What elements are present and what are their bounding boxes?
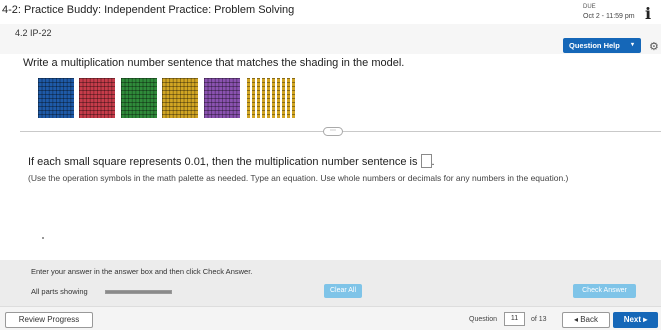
tenth-rod [287, 78, 290, 118]
review-progress-button[interactable]: Review Progress [5, 312, 93, 328]
decorative-dot [42, 237, 44, 239]
question-total: of 13 [531, 316, 547, 323]
header [0, 0, 661, 24]
gear-icon[interactable]: ⚙ [649, 41, 659, 53]
due-label: DUE [583, 4, 596, 10]
info-icon[interactable]: i [645, 4, 652, 23]
tenth-rod [257, 78, 260, 118]
chevron-down-icon: ▾ [630, 42, 634, 48]
question-part-2-end: . [431, 156, 435, 168]
answer-status-area [0, 260, 661, 306]
tenth-rod [277, 78, 280, 118]
check-answer-button[interactable]: Check Answer [573, 284, 636, 298]
tenth-rod [267, 78, 270, 118]
answer-instructions: (Use the operation symbols in the math palette as needed. Type an equation. Use whole numbers or decimals for any numbers in the equation.) [28, 173, 569, 183]
hundred-square [79, 78, 115, 118]
hundred-square [121, 78, 157, 118]
footer-nav [0, 306, 661, 330]
problem-id: 4.2 IP-22 [15, 28, 52, 38]
clear-all-button[interactable]: Clear All [324, 284, 362, 298]
question-number-input[interactable]: 11 [504, 312, 525, 326]
tenth-rod [282, 78, 285, 118]
due-date: Oct 2 - 11:59 pm [583, 13, 635, 20]
question-toolbar [0, 24, 661, 54]
question-help-button[interactable] [563, 38, 641, 53]
enter-answer-text: Enter your answer in the answer box and then click Check Answer. [31, 267, 253, 276]
tenth-rod [272, 78, 275, 118]
back-button[interactable]: ◂ Back [562, 312, 610, 328]
decimal-model [38, 78, 268, 118]
parts-showing-text: All parts showing [31, 287, 88, 296]
hundred-square [204, 78, 240, 118]
question-label: Question [469, 316, 498, 323]
tenth-rod [292, 78, 295, 118]
answer-input[interactable] [421, 154, 432, 168]
more-icon[interactable]: ⋯ [323, 127, 343, 136]
question-prompt: Write a multiplication number sentence that matches the shading in the model. [23, 57, 405, 69]
parts-progress-bar [105, 290, 172, 294]
tenth-rod [247, 78, 250, 118]
question-part-2-text: If each small square represents 0.01, then the multiplication number sentence is [28, 156, 418, 168]
hundred-square [162, 78, 198, 118]
next-button[interactable]: Next ▸ [613, 312, 658, 328]
hundred-square [38, 78, 74, 118]
question-help-label: Question Help [569, 41, 620, 50]
question-part-2 [28, 154, 435, 168]
parts-progress-fill [106, 291, 171, 293]
tenth-rod [252, 78, 255, 118]
tenth-rods [247, 78, 297, 118]
tenth-rod [262, 78, 265, 118]
assignment-title: 4-2: Practice Buddy: Independent Practice: Problem Solving [2, 4, 295, 16]
